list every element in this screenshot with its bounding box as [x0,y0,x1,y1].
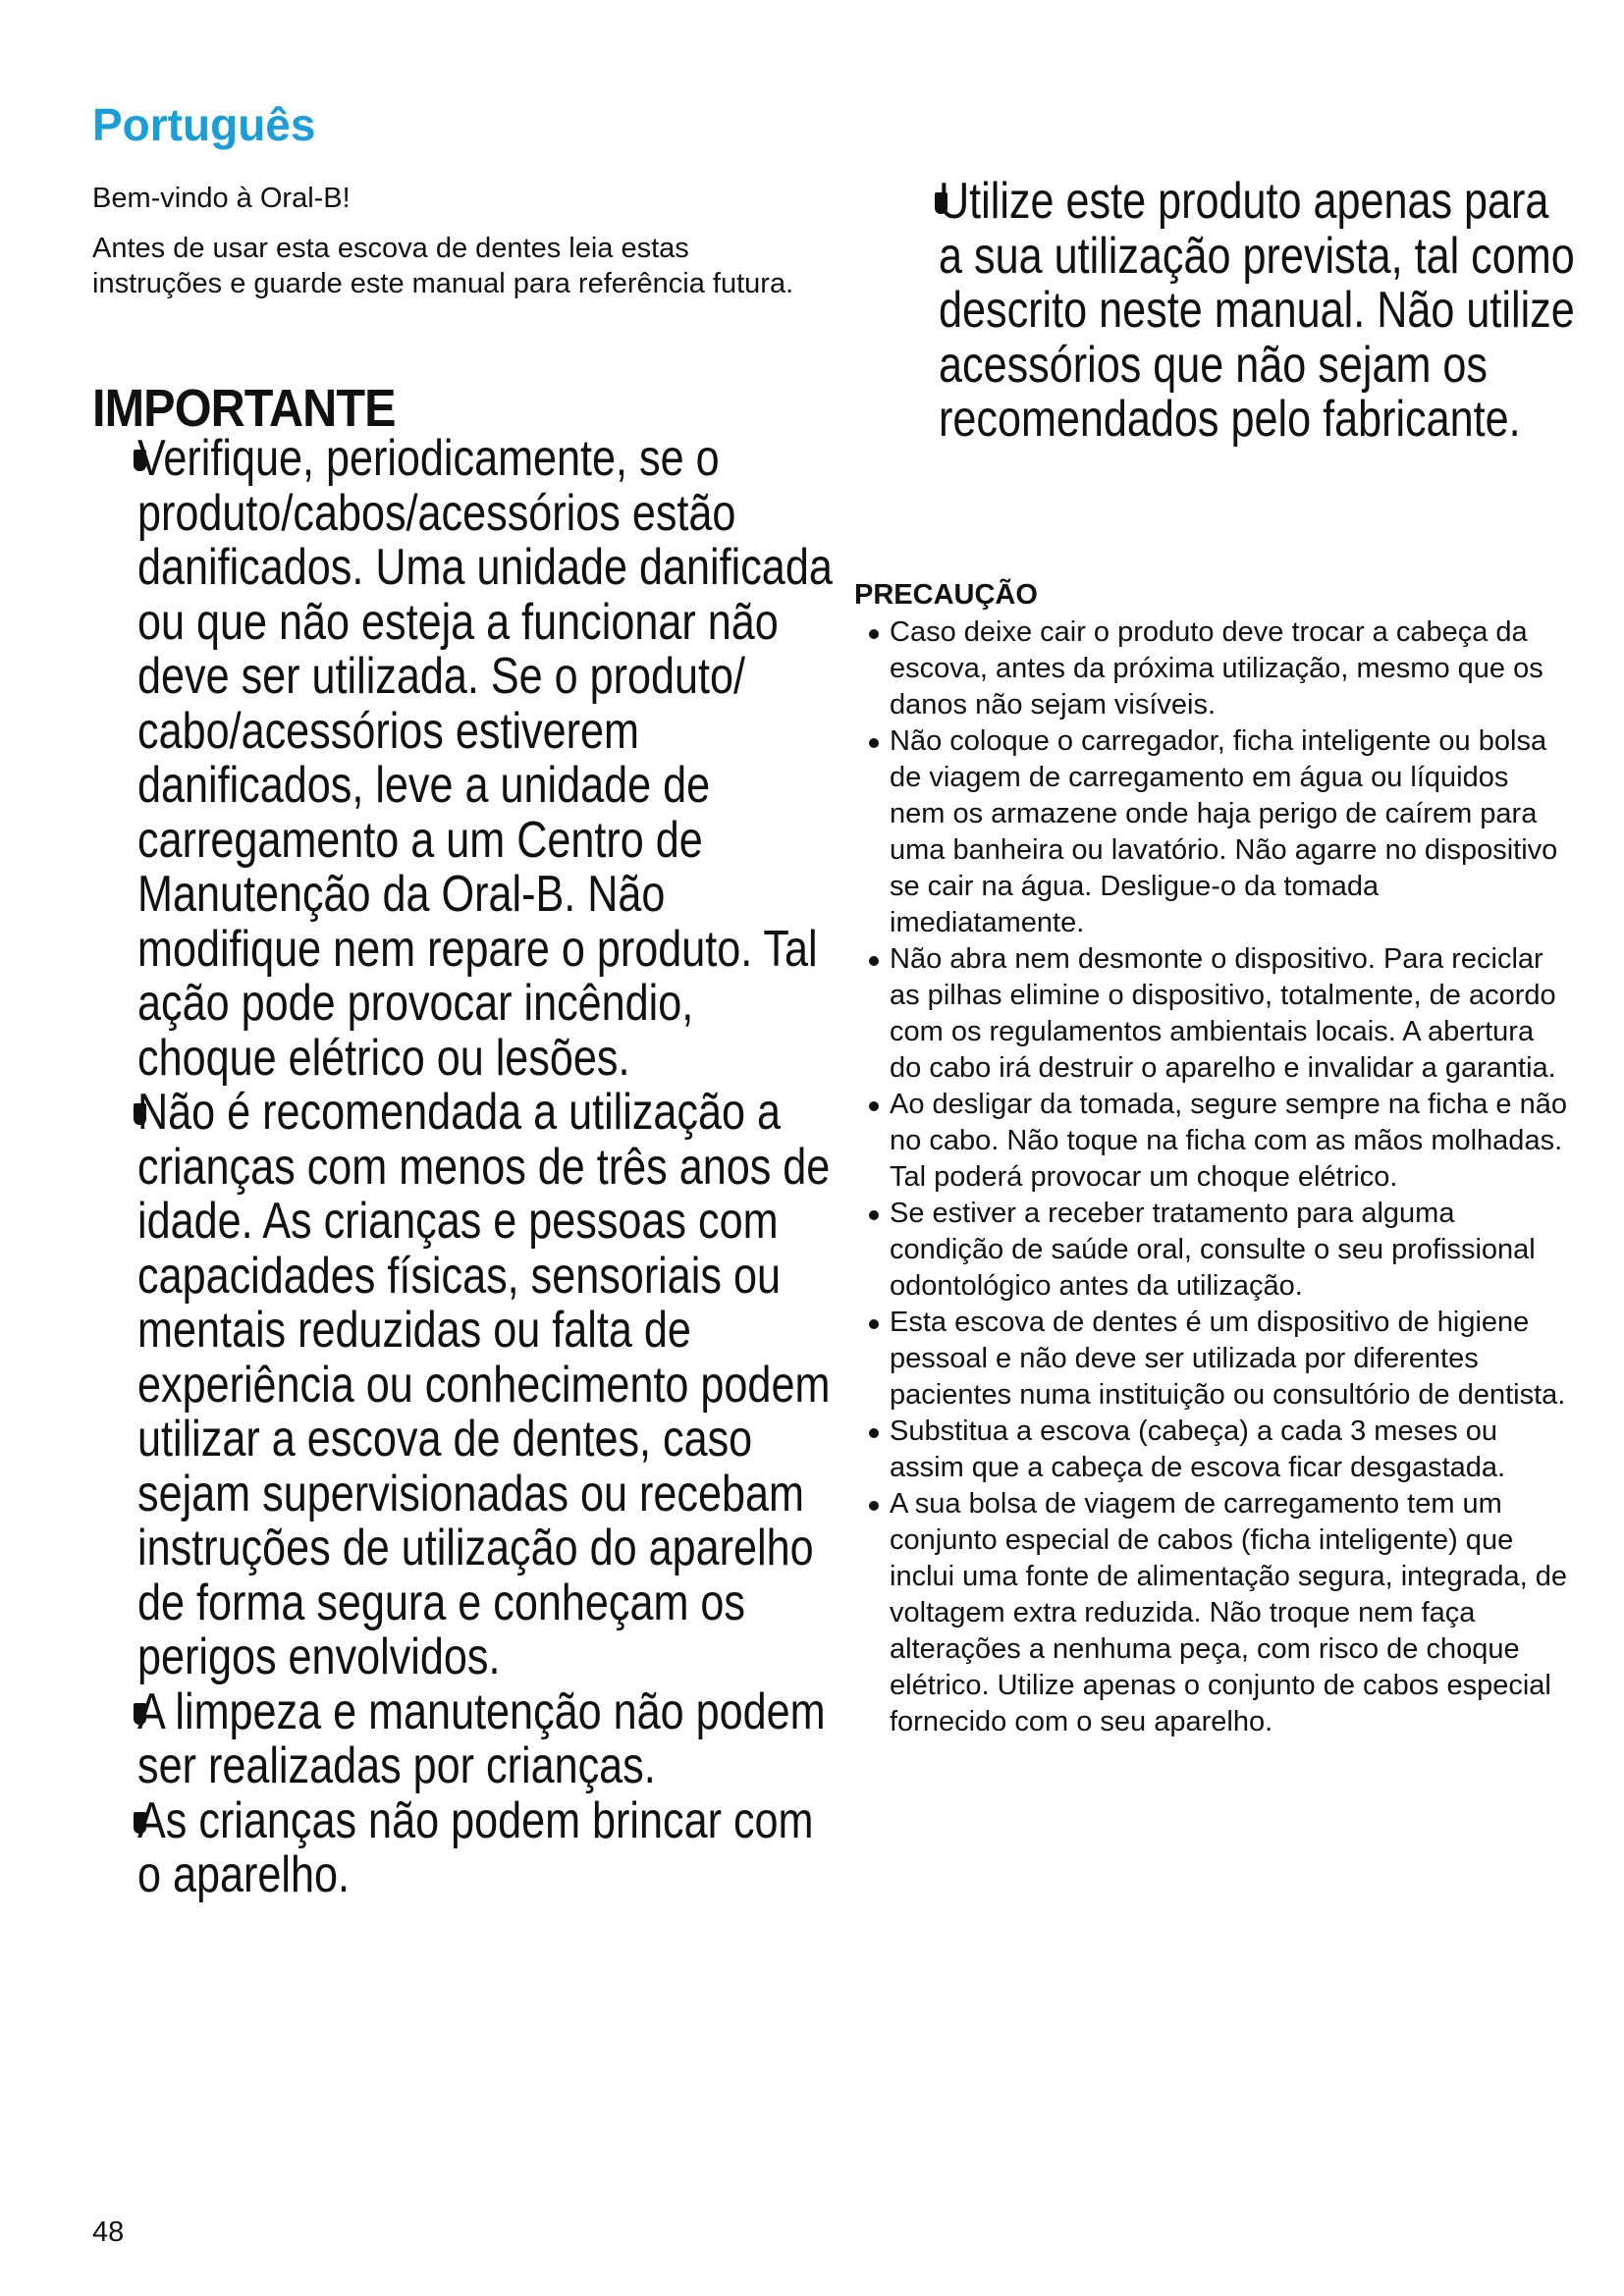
precaution-item-text: Ao desligar da tomada, segure sempre na ficha e não no cabo. Não toque na ficha com as mãos molhadas. Tal poderá provocar um choque elétrico. [890,1089,1567,1193]
precaution-item [862,1486,1569,1740]
precaution-item-text: A sua bolsa de viagem de carregamento tem um conjunto especial de cabos (ficha inteligente) que inclui uma fonte de alimentação segura, integrada, de voltagem extra reduzida. Não troque nem faça alterações a nenhuma peça, com risco de choque elétrico. Utilize apenas o conjunto de cabos especial fornecido com o seu aparelho. [890,1488,1567,1737]
precaution-item-text: Esta escova de dentes é um dispositivo de higiene pessoal e não deve ser utilizada por diferentes pacientes numa instituição ou consultório de dentista. [890,1307,1566,1411]
important-heading: IMPORTANTE [92,379,396,438]
precaution-list [862,614,1569,1740]
precaution-heading: PRECAUÇÃO [854,579,1038,611]
important-list-right [893,175,1581,448]
bullet-icon [869,1101,879,1111]
bullet-icon [869,738,879,748]
precaution-item [862,614,1569,723]
precaution-item [862,723,1569,941]
bullet-icon [869,1428,879,1438]
precaution-item-text: Não abra nem desmonte o dispositivo. Para reciclar as pilhas elimine o dispositivo, totalmente, de acordo com os regulamentos ambientais locais. A abertura do cabo irá destruir o aparelho e invalidar a garantia. [890,943,1556,1084]
bullet-icon [869,1319,879,1329]
important-item [92,1682,839,1794]
precaution-item-text: Caso deixe cair o produto deve trocar a cabeça da escova, antes da próxima utilização, mesmo que os danos não sejam visíveis. [890,616,1543,721]
welcome-text: Bem-vindo à Oral-B! [92,183,351,214]
language-title: Português [92,99,316,150]
precaution-item [862,1196,1569,1305]
important-item-text: Não é recomendada a utilização a crianças com menos de três anos de idade. As crianças e pessoas com capacidades físicas, sensoriais ou mentais reduzidas ou falta de experiência ou conhecimento podem utilizar a escova de dentes, caso sejam supervisionadas ou recebam instruções de utilização do aparelho de forma segura e conheçam os perigos envolvidos. [137,1084,831,1685]
intro-text: Antes de usar esta escova de dentes leia estas instruções e guarde este manual para referência futura. [92,233,794,299]
important-item-text: A limpeza e manutenção não podem ser realizadas por crianças. [137,1682,826,1794]
important-item-text: Verifique, periodicamente, se o produto/cabos/acessórios estão danificados. Uma unidade danificada ou que não esteja a funcionar não deve ser utilizada. Se o produto/ cabo/acessórios estiverem danificados, leve a unidade de carregamento a um Centro de Manutenção da Oral-B. Não modifique nem repare o produto. Tal ação pode provocar incêndio, choque elétrico ou lesões. [137,430,833,1087]
precaution-item-text: Se estiver a receber tratamento para alguma condição de saúde oral, consulte o seu profissional odontológico antes da utilização. [890,1198,1536,1302]
page-number: 48 [92,2216,125,2248]
precaution-item [862,1414,1569,1486]
important-item-text: As crianças não podem brincar com o aparelho. [137,1791,814,1903]
important-item [92,1791,839,1903]
precaution-item [862,1305,1569,1414]
important-item [92,432,839,1086]
precaution-item [862,1087,1569,1196]
important-item [92,1086,839,1685]
bullet-icon [869,956,879,966]
precaution-item-text: Substitua a escova (cabeça) a cada 3 meses ou assim que a cabeça de escova ficar desgastada. [890,1415,1506,1483]
bullet-icon [869,1501,879,1511]
precaution-item [862,941,1569,1087]
important-item [893,175,1581,448]
bullet-icon [869,629,879,639]
precaution-item-text: Não coloque o carregador, ficha inteligente ou bolsa de viagem de carregamento em água ou líquidos nem os armazene onde haja perigo de caírem para uma banheira ou lavatório. Não agarre no dispositivo se cair na água. Desligue-o da tomada imediatamente. [890,725,1558,938]
important-item-text: Utilize este produto apenas para a sua utilização prevista, tal como descrito neste manual. Não utilize acessórios que não sejam os recomendados pelo fabricante. [939,173,1575,448]
important-list-left [92,432,839,1903]
bullet-icon [869,1210,879,1220]
